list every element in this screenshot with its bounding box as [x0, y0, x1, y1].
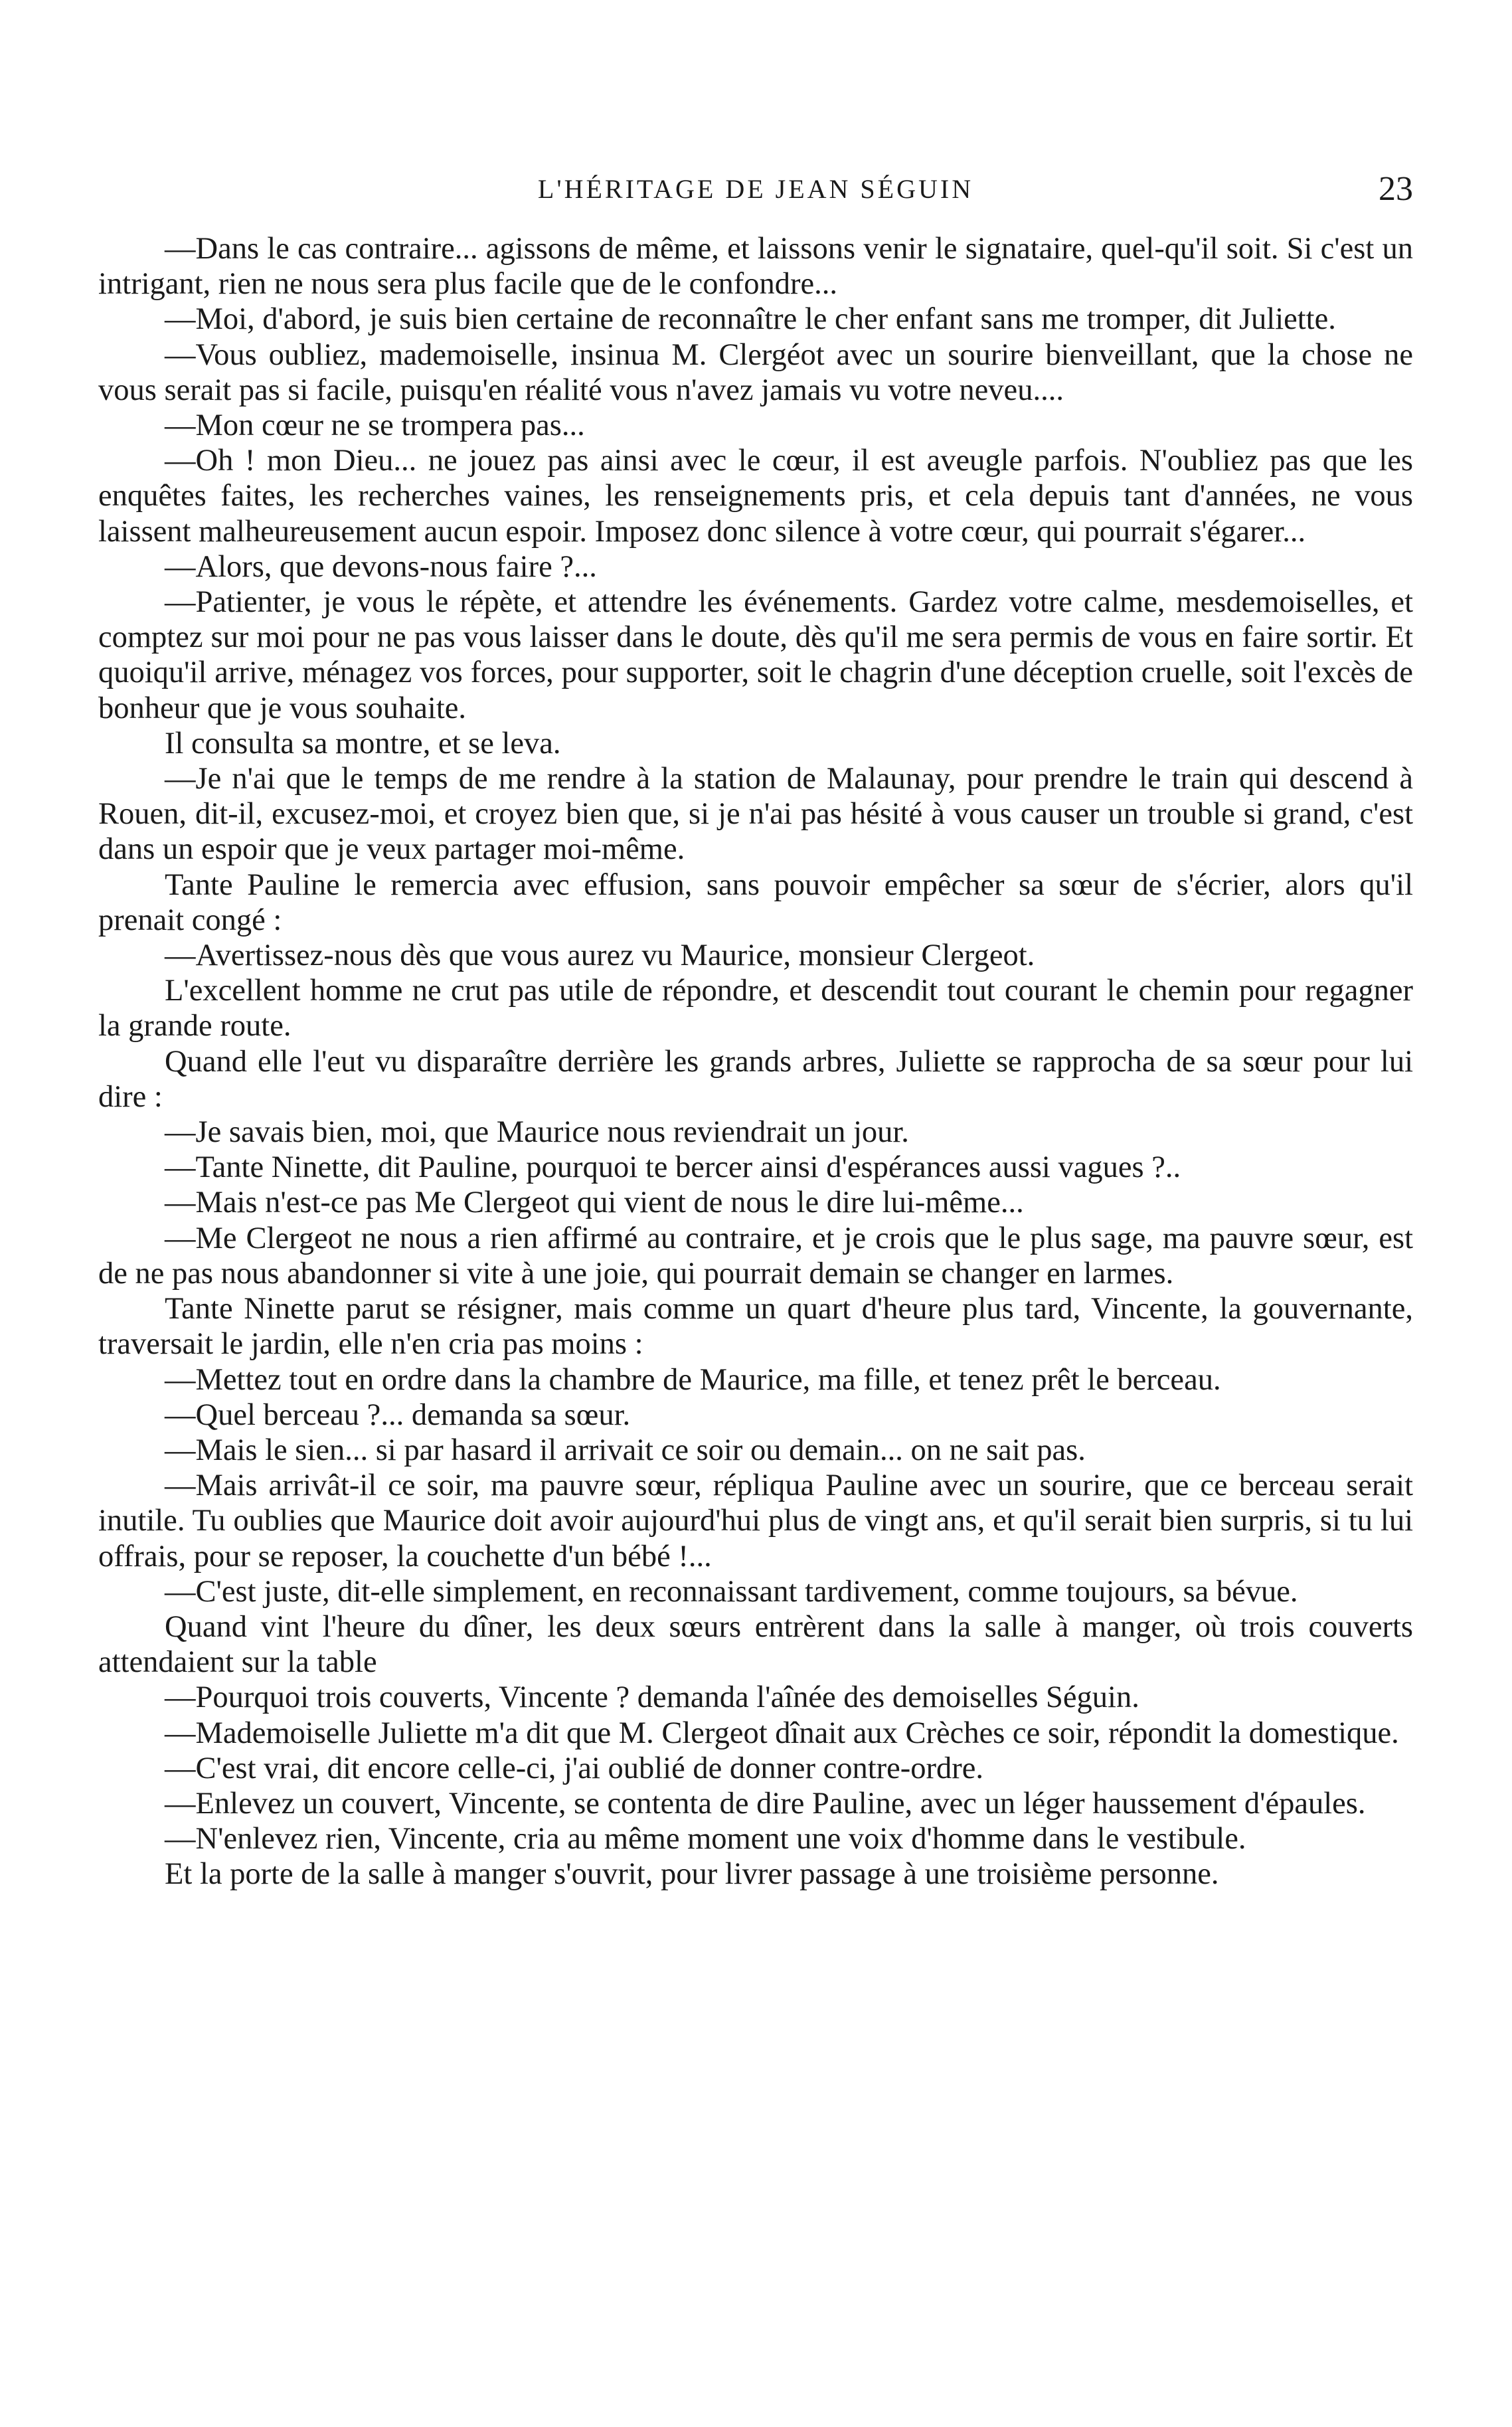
paragraph: Tante Pauline le remercia avec effusion, sans pouvoir empêcher sa sœur de s'écrier, alors qu'il prenait congé :: [98, 867, 1413, 937]
paragraph: Quand elle l'eut vu disparaître derrière les grands arbres, Juliette se rapprocha de sa sœur pour lui dire :: [98, 1044, 1413, 1114]
paragraph: —Quel berceau ?... demanda sa sœur.: [165, 1397, 631, 1432]
paragraph: —Pourquoi trois couverts, Vincente ? demanda l'aînée des demoiselles Séguin.: [165, 1680, 1139, 1715]
paragraph: —Tante Ninette, dit Pauline, pourquoi te bercer ainsi d'espérances aussi vagues ?..: [165, 1150, 1181, 1185]
paragraph: —Mettez tout en ordre dans la chambre de Maurice, ma fille, et tenez prêt le berceau.: [165, 1362, 1221, 1397]
page-number: 23: [1379, 170, 1413, 208]
paragraph: —Mais le sien... si par hasard il arrivait ce soir ou demain... on ne sait pas.: [165, 1433, 1086, 1467]
paragraph: —Mon cœur ne se trompera pas...: [165, 408, 585, 443]
paragraph: —Avertissez-nous dès que vous aurez vu Maurice, monsieur Clergeot.: [165, 939, 1035, 973]
paragraph: —Je savais bien, moi, que Maurice nous reviendrait un jour.: [165, 1115, 909, 1150]
paragraph: —N'enlevez rien, Vincente, cria au même moment une voix d'homme dans le vestibule.: [165, 1822, 1246, 1856]
paragraph: —Mais n'est-ce pas Me Clergeot qui vient de nous le dire lui-même...: [165, 1186, 1024, 1220]
running-title: L'HÉRITAGE DE JEAN SÉGUIN: [537, 174, 974, 204]
paragraph: —Patienter, je vous le répète, et attendre les événements. Gardez votre calme, mesdemoiselles, et comptez sur moi pour ne pas vous laisser dans le doute, dès qu'il me sera permis de vous en faire sortir. Et quoiqu'il arrive, ménagez vos forces, pour supporter, soit le chagrin d'une déception cruelle, soit l'excès de bonheur que je vous souhaite.: [98, 585, 1413, 725]
paragraph: L'excellent homme ne crut pas utile de répondre, et descendit tout courant le chemin pour regagner la grande route.: [98, 974, 1413, 1043]
paragraph: Et la porte de la salle à manger s'ouvrit, pour livrer passage à une troisième personne.: [165, 1857, 1219, 1892]
paragraph: —Mademoiselle Juliette m'a dit que M. Clergeot dînait aux Crèches ce soir, répondit la domestique.: [165, 1716, 1399, 1750]
paragraph: Il consulta sa montre, et se leva.: [165, 726, 561, 761]
text-body: [98, 231, 1413, 1892]
paragraph: —Mais arrivât-il ce soir, ma pauvre sœur, répliqua Pauline avec un sourire, que ce berceau serait inutile. Tu oublies que Maurice doit avoir aujourd'hui plus de vingt ans, et qu'il serait bien surpris, si tu lui offrais, pour se reposer, la couchette d'un bébé !...: [98, 1469, 1413, 1573]
paragraph: —Dans le cas contraire... agissons de même, et laissons venir le signataire, quel-qu'il soit. Si c'est un intrigant, rien ne nous sera plus facile que de le confondre...: [98, 232, 1413, 302]
paragraph: —C'est juste, dit-elle simplement, en reconnaissant tardivement, comme toujours, sa bévue.: [165, 1574, 1298, 1609]
paragraph: —Enlevez un couvert, Vincente, se contenta de dire Pauline, avec un léger haussement d'épaules.: [165, 1786, 1366, 1821]
paragraph: —Je n'ai que le temps de me rendre à la station de Malaunay, pour prendre le train qui descend à Rouen, dit-il, excusez-moi, et croyez bien que, si je n'ai pas hésité à vous causer un trouble si grand, c'est dans un espoir que je veux partager moi-même.: [98, 762, 1413, 867]
paragraph: —Alors, que devons-nous faire ?...: [165, 549, 597, 584]
paragraph: —C'est vrai, dit encore celle-ci, j'ai oublié de donner contre-ordre.: [165, 1751, 983, 1785]
page-header: [98, 166, 1413, 213]
paragraph: —Vous oubliez, mademoiselle, insinua M. Clergéot avec un sourire bienveillant, que la chose ne vous serait pas si facile, puisqu'en réalité vous n'avez jamais vu votre neveu....: [98, 337, 1413, 407]
paragraph: —Oh ! mon Dieu... ne jouez pas ainsi avec le cœur, il est aveugle parfois. N'oubliez pas que les enquêtes faites, les recherches vaines, les renseignements pris, et cela depuis tant d'années, ne vous laissent malheureusement aucun espoir. Imposez donc silence à votre cœur, qui pourrait s'égarer...: [98, 444, 1413, 549]
paragraph: Quand vint l'heure du dîner, les deux sœurs entrèrent dans la salle à manger, où trois couverts attendaient sur la table: [98, 1609, 1413, 1680]
paragraph: Tante Ninette parut se résigner, mais comme un quart d'heure plus tard, Vincente, la gouvernante, traversait le jardin, elle n'en cria pas moins :: [98, 1292, 1413, 1362]
paragraph: —Moi, d'abord, je suis bien certaine de reconnaître le cher enfant sans me tromper, dit Juliette.: [165, 302, 1336, 337]
paragraph: —Me Clergeot ne nous a rien affirmé au contraire, et je crois que le plus sage, ma pauvre sœur, est de ne pas nous abandonner si vite à une joie, qui pourrait demain se changer en larmes.: [98, 1221, 1413, 1291]
